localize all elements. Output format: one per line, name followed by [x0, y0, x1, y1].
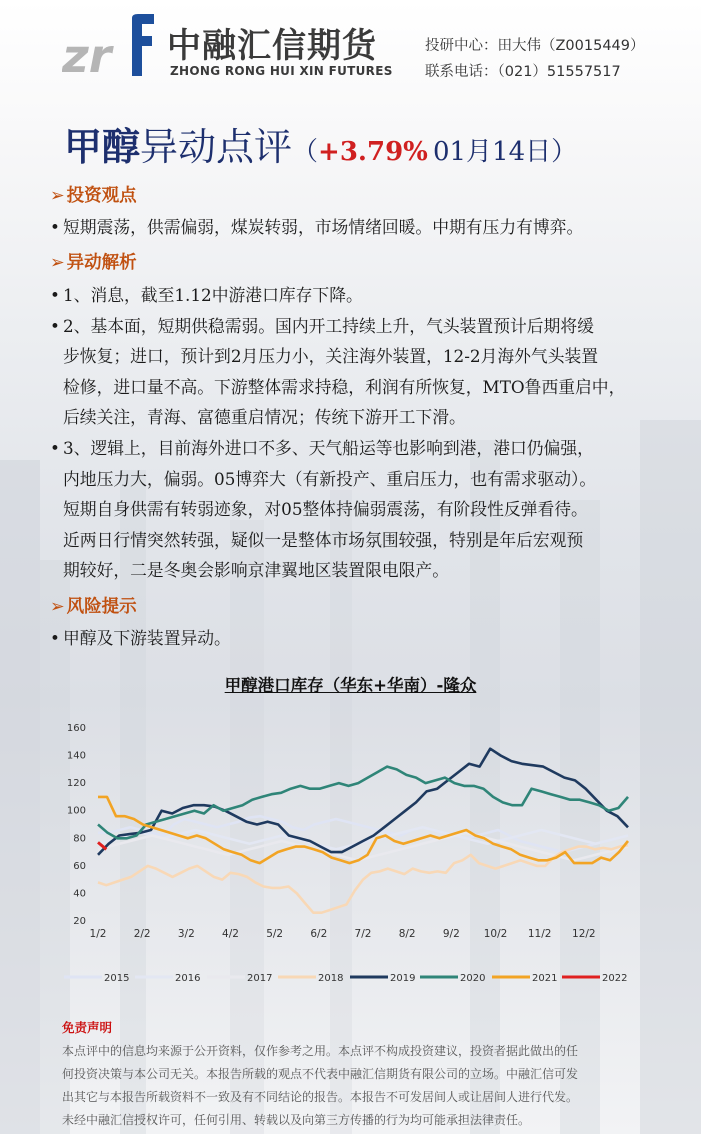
contact-phone: 联系电话：（021）51557517 [425, 64, 621, 80]
x-tick-label: 9/2 [442, 928, 460, 940]
x-tick-label: 2/2 [133, 928, 151, 940]
disclaimer-line: 出其它与本报告所载资料不一致及有不同结论的报告。本报告不可发居间人或让居间人进行代发。 [62, 1090, 579, 1104]
logo-chinese-name: 中融汇信期货 [167, 26, 377, 66]
analysis-point-3-line-2: 内地压力大，偏弱。05博弈大（有新投产、重启压力，也有需求驱动）。 [63, 469, 597, 489]
y-tick-label: 100 [66, 805, 86, 817]
title-paren-open: （ [292, 137, 319, 167]
series-line-2019 [98, 749, 628, 855]
analysis-point-3-line-4: 近两日行情突然转强，疑似一是整体市场氛围较强，特别是年后宏观预 [63, 530, 584, 550]
legend-label-2020: 2020 [460, 973, 486, 984]
view-text: • 短期震荡，供需偏弱，煤炭转弱，市场情绪回暖。中期有压力有博弈。 [50, 212, 650, 242]
section-heading-view: ➢ 投资观点 [50, 186, 137, 206]
analysis-point-2-line-3: 检修，进口量不高。下游整体需求持稳，利润有所恢复，MTO鲁西重启中， [63, 377, 626, 397]
legend-label-2017: 2017 [247, 973, 273, 984]
bullet-icon: • [50, 316, 60, 336]
section-heading-analysis: ➢ 异动解析 [50, 253, 137, 273]
disclaimer-line: 未经中融汇信授权许可，任何引用、转载以及向第三方传播的行为均可能承担法律责任。 [62, 1113, 531, 1127]
y-tick-label: 20 [73, 916, 86, 927]
x-tick-label: 4/2 [222, 928, 239, 940]
x-tick-label: 5/2 [266, 928, 284, 940]
bullet-icon: • [50, 285, 60, 305]
company-logo-icon [62, 12, 158, 78]
analysis-point-3-line-3: 短期自身供需有转弱迹象，对05整体持偏弱震荡，有阶段性反弹看待。 [63, 499, 588, 519]
bullet-icon: • [50, 438, 60, 458]
x-tick-label: 6/2 [310, 928, 328, 940]
disclaimer-text [62, 1040, 652, 1132]
x-tick-label: 1/2 [89, 928, 107, 940]
logo-english-name: ZHONG RONG HUI XIN FUTURES [170, 64, 393, 78]
x-tick-label: 3/2 [177, 928, 195, 940]
disclaimer-heading: 免责声明 [62, 1020, 113, 1035]
legend-label-2021: 2021 [532, 973, 558, 984]
x-tick-label: 10/2 [483, 928, 508, 940]
x-tick-label: 8/2 [398, 928, 416, 940]
y-tick-label: 160 [66, 723, 86, 734]
legend-label-2016: 2016 [175, 973, 201, 984]
legend-label-2015: 2015 [104, 973, 130, 984]
series-line-2016 [98, 827, 628, 849]
y-tick-label: 80 [73, 833, 86, 845]
contact-person: 投研中心：田大伟（Z0015449） [425, 38, 645, 54]
analysis-point-3: • 3、逻辑上，目前海外进口不多、天气船运等也影响到港，港口仍偏强， [50, 433, 650, 463]
y-tick-label: 140 [66, 750, 86, 762]
y-tick-label: 40 [73, 888, 86, 900]
analysis-point-2: • 2、基本面，短期供稳需弱。国内开工持续上升，气头装置预计后期将缓 [50, 311, 650, 341]
bullet-icon: • [50, 217, 60, 237]
legend-label-2022: 2022 [602, 973, 628, 984]
legend-label-2019: 2019 [390, 973, 416, 984]
analysis-point-2-line-2: 步恢复；进口，预计到2月压力小，关注海外装置，12-2月海外气头装置 [63, 346, 599, 366]
inventory-line-chart [0, 700, 701, 1000]
y-tick-label: 120 [66, 778, 86, 790]
svg-text:zr: zr [62, 29, 112, 78]
disclaimer-line: 本点评中的信息均来源于公开资料，仅作参考之用。本点评不构成投资建议，投资者据此做出的任 [62, 1044, 579, 1058]
analysis-point-3-line-5: 期较好，二是冬奥会影响京津翼地区装置限电限产。 [63, 560, 449, 580]
x-tick-label: 12/2 [572, 928, 596, 940]
title-paren-close: ） [551, 137, 578, 167]
series-line-2020 [98, 767, 628, 839]
x-tick-label: 11/2 [527, 928, 552, 940]
title-sub: 异动点评 [140, 125, 293, 169]
x-tick-label: 7/2 [354, 928, 372, 940]
bullet-icon: • [50, 628, 60, 648]
price-change: +3.79% [318, 137, 428, 167]
analysis-point-2-line-4: 后续关注，青海、富德重启情况；传统下游开工下滑。 [63, 407, 466, 427]
arrow-icon: ➢ [50, 186, 65, 206]
arrow-icon: ➢ [50, 253, 65, 273]
y-tick-label: 60 [73, 860, 86, 872]
legend-label-2018: 2018 [318, 973, 344, 984]
disclaimer-line: 何投资决策与本公司无关。本报告所载的观点不代表中融汇信期货有限公司的立场。中融汇信可发 [62, 1067, 579, 1081]
report-date: 01月14日 [432, 137, 552, 167]
section-heading-risk: ➢ 风险提示 [50, 597, 137, 617]
arrow-icon: ➢ [50, 597, 65, 617]
risk-text: • 甲醇及下游装置异动。 [50, 623, 650, 653]
chart-title: 甲醇港口库存（华东+华南）-隆众 [224, 676, 477, 695]
title-main: 甲醇 [64, 125, 141, 169]
page-title [64, 116, 577, 171]
analysis-point-1: • 1、消息，截至1.12中游港口库存下降。 [50, 280, 650, 310]
series-line-2018 [98, 845, 628, 913]
